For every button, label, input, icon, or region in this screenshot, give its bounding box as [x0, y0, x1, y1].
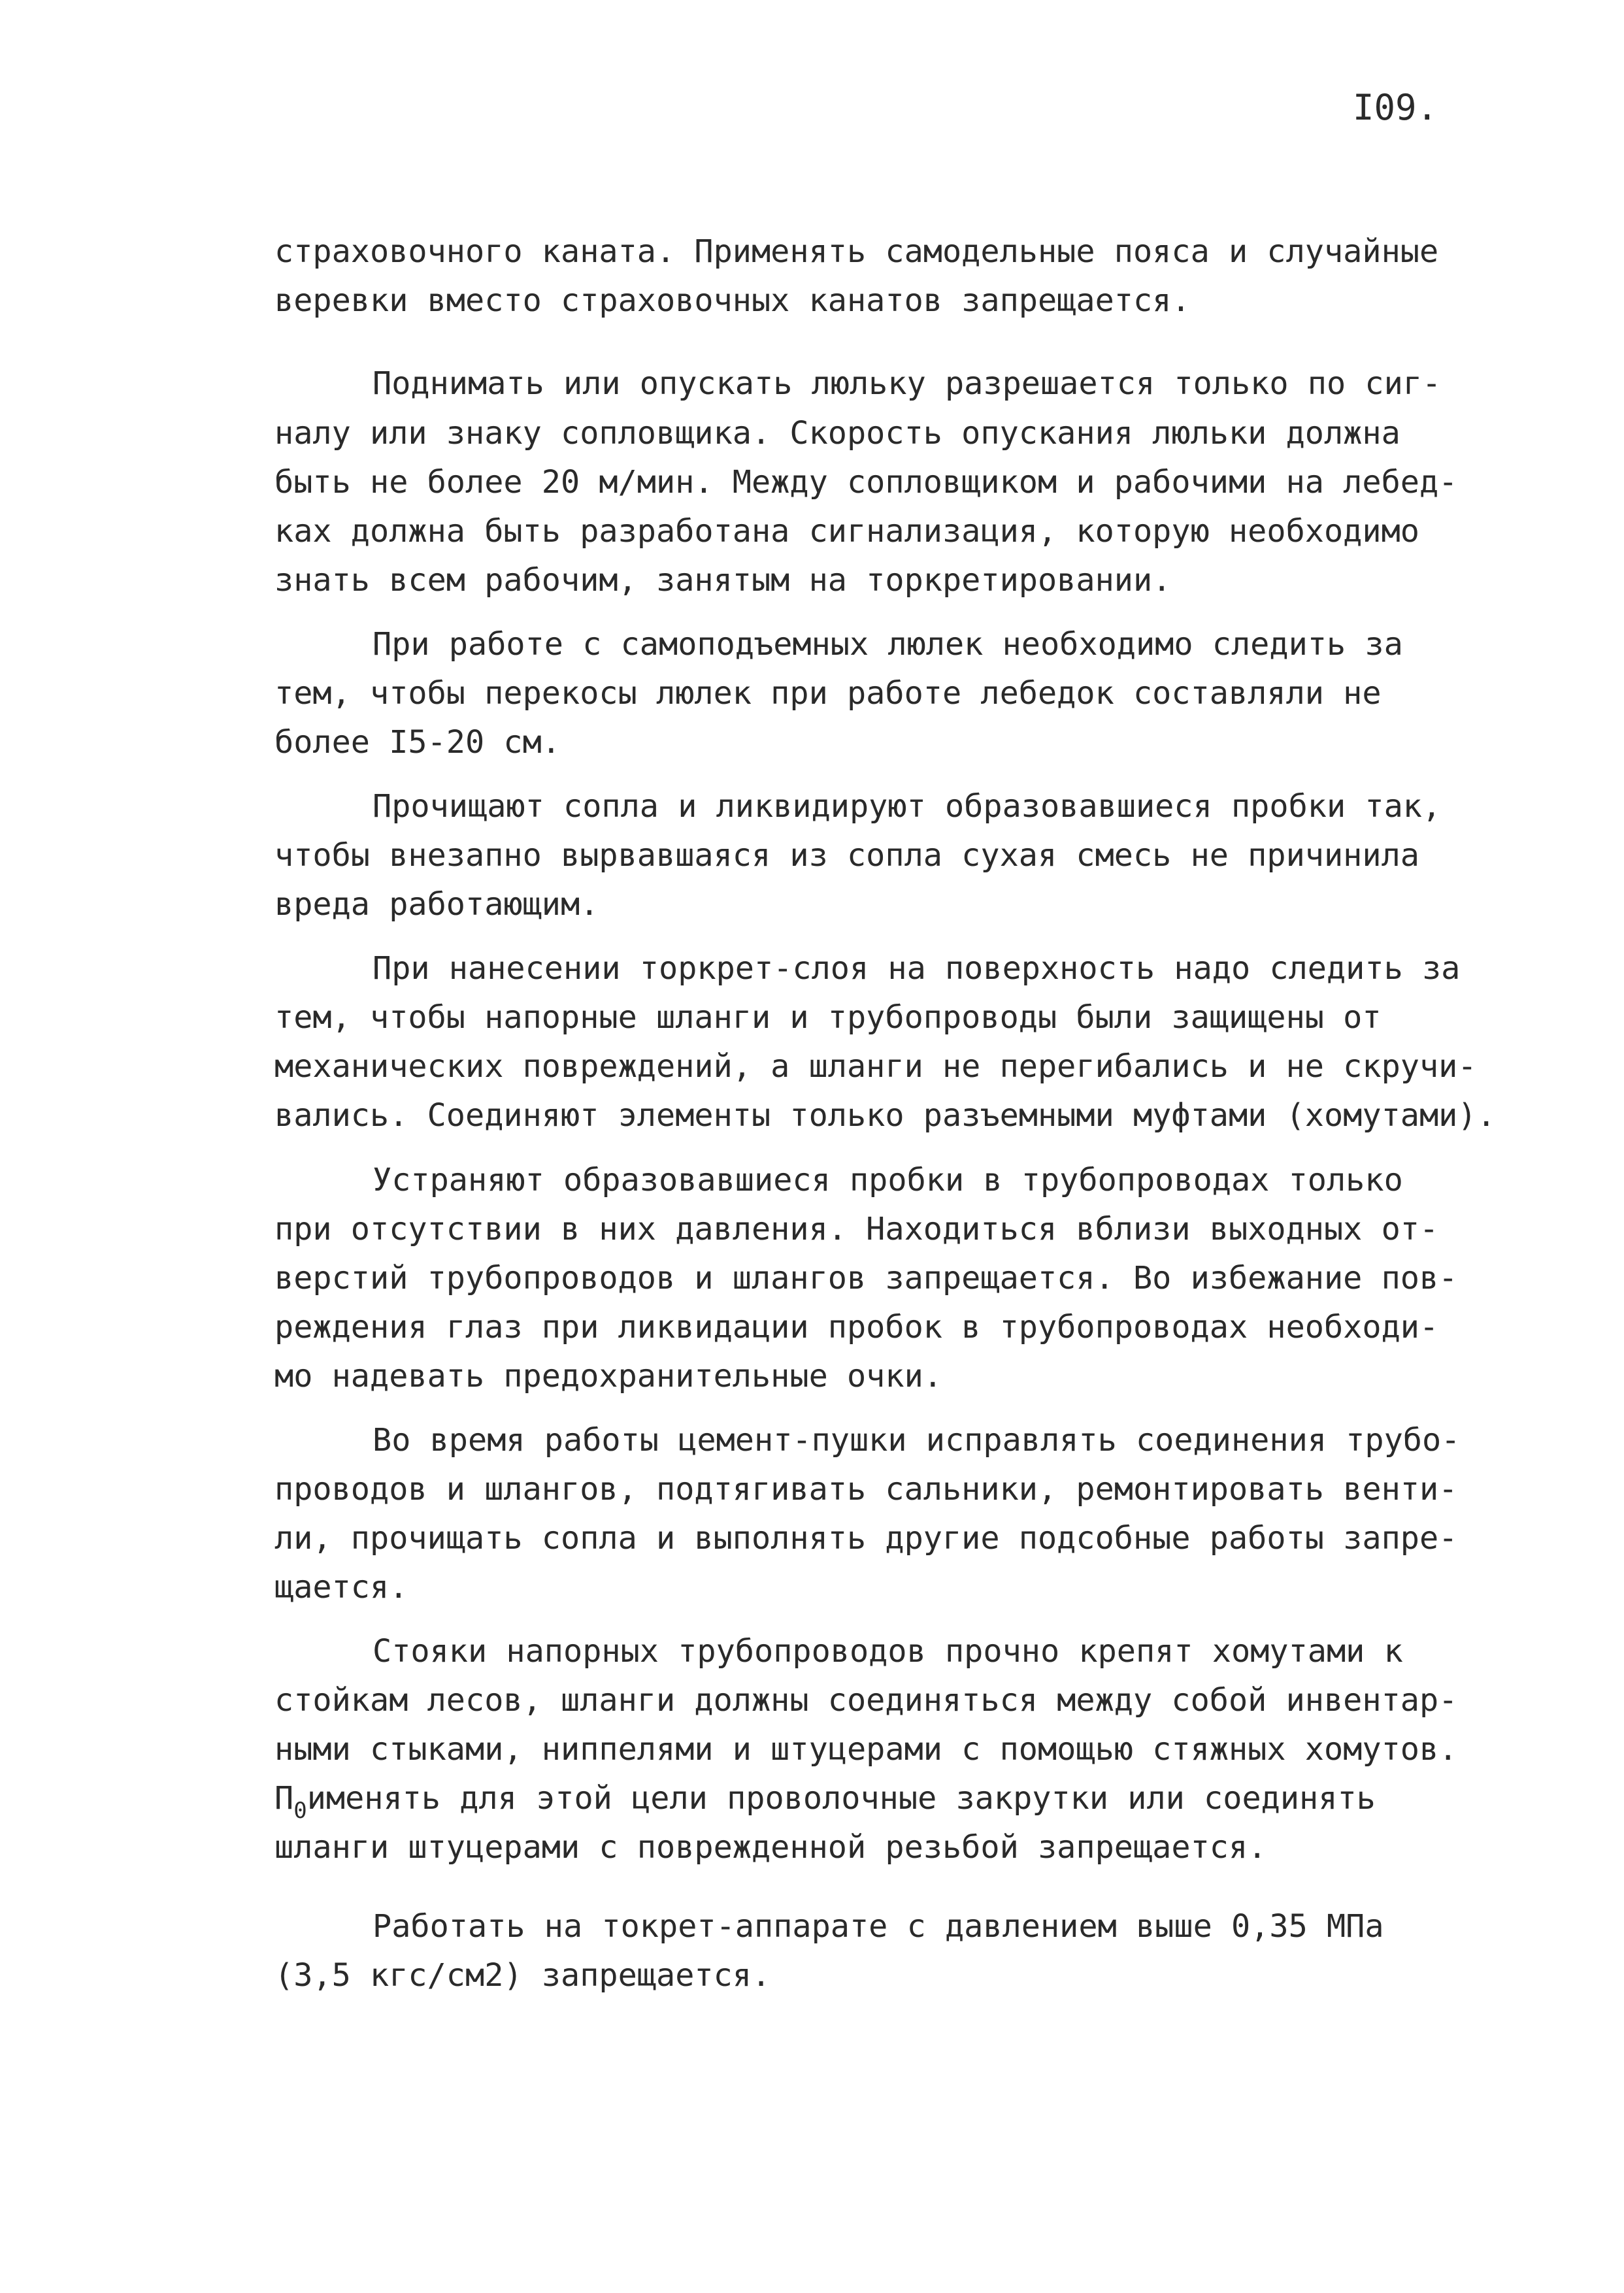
- text-line: веревки вместо страховочных канатов запрещается.: [274, 282, 1191, 319]
- text-line: тем, чтобы напорные шланги и трубопроводы были защищены от: [274, 999, 1382, 1036]
- text-line: стойкам лесов, шланги должны соединяться между собой инвентар-: [274, 1682, 1458, 1719]
- text-line: ными стыками, ниппелями и штуцерами с помощью стяжных хомутов.: [274, 1731, 1458, 1768]
- text-line: верстий трубопроводов и шлангов запрещается. Во избежание пов-: [274, 1260, 1458, 1296]
- text-line: ли, прочищать сопла и выполнять другие подсобные работы запре-: [274, 1520, 1458, 1557]
- text-line: механических повреждений, а шланги не перегибались и не скручи-: [274, 1048, 1477, 1085]
- text-line: Во время работы цемент-пушки исправлять соединения трубо-: [373, 1422, 1461, 1459]
- page-number: I09.: [1353, 87, 1438, 128]
- text-line: при отсутствии в них давления. Находиться вблизи выходных от-: [274, 1211, 1439, 1247]
- text-line: быть не более 20 м/мин. Между сопловщиком и рабочими на лебед-: [274, 464, 1458, 501]
- text-line: вреда работающим.: [274, 886, 599, 923]
- text-line: При работе с самоподъемных люлек необходимо следить за: [373, 626, 1403, 663]
- subscript-mark: 0: [293, 1798, 307, 1824]
- text-line: вались. Соединяют элементы только разъемными муфтами (хомутами).: [274, 1097, 1496, 1134]
- text-line: более I5-20 см.: [274, 724, 561, 761]
- text-line: Поднимать или опускать люльку разрешается только по сиг-: [373, 365, 1442, 402]
- text-line: проводов и шлангов, подтягивать сальники, ремонтировать венти-: [274, 1471, 1458, 1508]
- text-line: налу или знаку сопловщика. Скорость опускания люльки должна: [274, 415, 1400, 452]
- text-line: Стояки напорных трубопроводов прочно крепят хомутами к: [373, 1633, 1403, 1670]
- text-line: (3,5 кгс/см2) запрещается.: [274, 1957, 771, 1994]
- text-line: Устраняют образовавшиеся пробки в трубопроводах только: [373, 1162, 1403, 1198]
- text-line: страховочного каната. Применять самодельные пояса и случайные: [274, 233, 1439, 270]
- text-fragment: П: [274, 1780, 294, 1817]
- text-line: мо надевать предохранительные очки.: [274, 1358, 942, 1394]
- text-line: шланги штуцерами с поврежденной резьбой запрещается.: [274, 1829, 1267, 1866]
- text-line: реждения глаз при ликвидации пробок в трубопроводах необходи-: [274, 1309, 1439, 1345]
- text-line: знать всем рабочим, занятым на торкретировании.: [274, 562, 1172, 599]
- text-fragment: именять для этой цели проволочные закрутки или соединять: [307, 1780, 1376, 1817]
- text-line: чтобы внезапно вырвавшаяся из сопла сухая смесь не причинила: [274, 837, 1419, 874]
- text-line: ках должна быть разработана сигнализация, которую необходимо: [274, 513, 1419, 550]
- text-line: тем, чтобы перекосы люлек при работе лебедок составляли не: [274, 675, 1382, 712]
- text-line: Прочищают сопла и ликвидируют образовавшиеся пробки так,: [373, 788, 1442, 825]
- text-line: щается.: [274, 1569, 408, 1606]
- text-line: [274, 1772, 1376, 1824]
- text-line: Работать на токрет-аппарате с давлением выше 0,35 МПа: [373, 1908, 1384, 1945]
- text-line: При нанесении торкрет-слоя на поверхность надо следить за: [373, 950, 1461, 987]
